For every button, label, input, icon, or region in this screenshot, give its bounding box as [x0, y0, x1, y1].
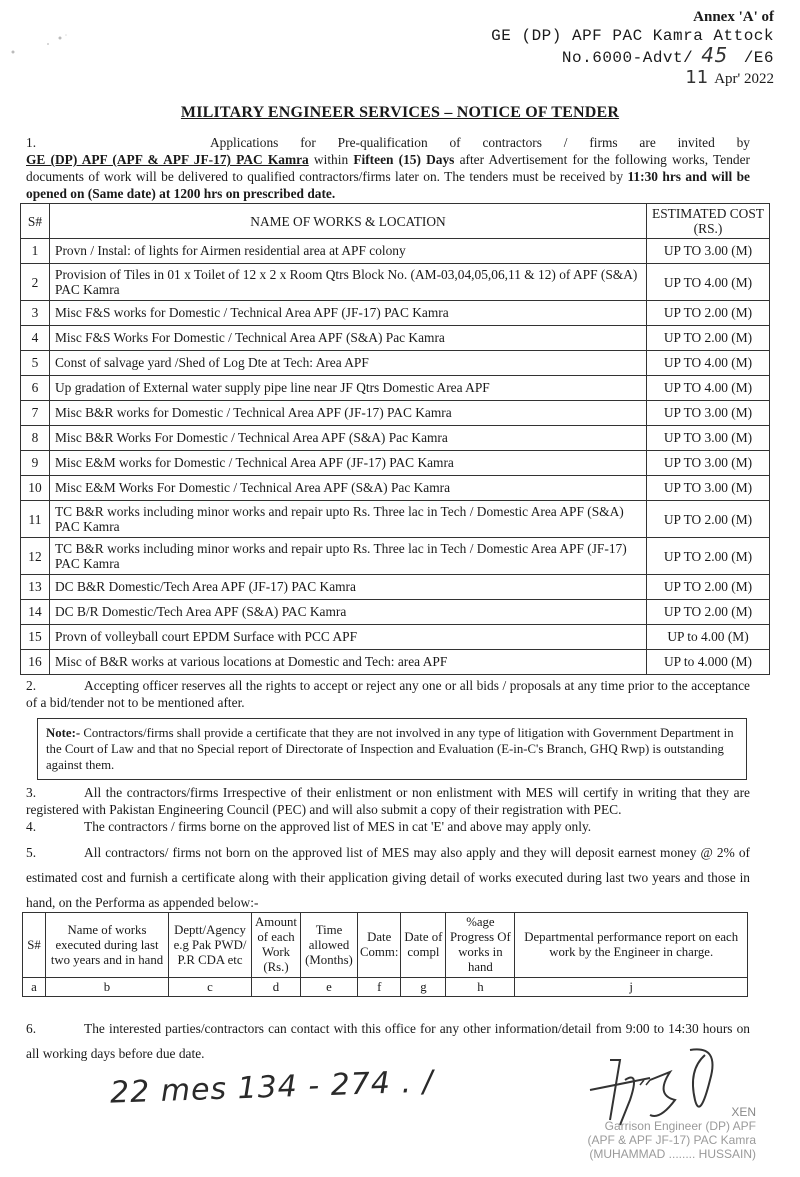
row-work-name: DC B/R Domestic/Tech Area APF (S&A) PAC Kamra — [50, 600, 647, 625]
paragraph-1: 1. Applications for Pre-qualification of contractors / firms are invited by GE (DP) APF (APF & APF JF-17) PAC Kamra within Fifteen (15) Days after Advertisement for the following works, Tender documents of work will be delivered to qualified contractors/firms later on. The tenders must be received by 11:30 hrs and will be opened on (Same date) at 1200 hrs on prescribed date. — [26, 135, 750, 201]
proforma-header-agency: Deptt/Agency e.g Pak PWD/ P.R CDA etc — [169, 913, 252, 978]
handwritten-note: 22 mes 134 - 274 . / — [109, 1064, 435, 1111]
stamp-line-3: (APF & APF JF-17) PAC Kamra — [587, 1133, 756, 1147]
proforma-key: f — [358, 978, 401, 997]
row-estimated-cost: UP TO 3.00 (M) — [647, 451, 770, 476]
date-printed: Apr' 2022 — [714, 71, 774, 87]
annex-office: GE (DP) APF PAC Kamra Attock — [491, 27, 774, 45]
row-estimated-cost: UP TO 3.00 (M) — [647, 401, 770, 426]
annex-date — [491, 68, 774, 89]
tender-period: Fifteen (15) Days — [353, 152, 455, 167]
proforma-header-date-comm: Date Comm: — [358, 913, 401, 978]
header-name: NAME OF WORKS & LOCATION — [50, 204, 647, 239]
annex-header — [491, 8, 774, 89]
row-work-name: Misc B&R works for Domestic / Technical Area APF (JF-17) PAC Kamra — [50, 401, 647, 426]
table-row — [21, 301, 770, 326]
row-sn: 9 — [21, 451, 50, 476]
stamp-line-4: (MUHAMMAD ........ HUSSAIN) — [589, 1147, 756, 1161]
row-estimated-cost: UP TO 3.00 (M) — [647, 239, 770, 264]
table-row — [21, 401, 770, 426]
header-sn: S# — [21, 204, 50, 239]
table-row — [21, 575, 770, 600]
works-table-header — [21, 204, 770, 239]
table-row — [21, 264, 770, 301]
row-sn: 2 — [21, 264, 50, 301]
paragraph-6: 6. The interested parties/contractors can contact with this office for any other information/detail from 9:00 to 14:30 hours on all working days before due date. — [26, 1021, 750, 1061]
ref-handwritten-number: 45 — [701, 43, 728, 67]
ref-suffix: /E6 — [743, 49, 774, 67]
row-estimated-cost: UP TO 2.00 (M) — [647, 575, 770, 600]
table-row — [21, 501, 770, 538]
date-handwritten-day: 11 — [685, 67, 709, 88]
row-sn: 11 — [21, 501, 50, 538]
page-title: MILITARY ENGINEER SERVICES – NOTICE OF TENDER — [180, 104, 620, 121]
note-text: Contractors/firms shall provide a certificate that they are not involved in any type of litigation with Government Department in the Court of Law and that no Special report of Directorate of Inspection and Evaluation (E-in-C's Branch, GHQ Rwp) is outstanding against them. — [46, 726, 734, 772]
proforma-header-date-compl: Date of compl — [401, 913, 446, 978]
stamp-line-1: XEN — [731, 1105, 756, 1119]
proforma-header-works: Name of works executed during last two years and in hand — [46, 913, 169, 978]
row-work-name: Misc F&S Works For Domestic / Technical Area APF (S&A) Pac Kamra — [50, 326, 647, 351]
proforma-header-amount: Amount of each Work (Rs.) — [252, 913, 301, 978]
row-estimated-cost: UP TO 2.00 (M) — [647, 600, 770, 625]
stamp-line-2: Garrison Engineer (DP) APF — [604, 1119, 756, 1133]
proforma-table — [22, 912, 748, 997]
row-work-name: Provn of volleyball court EPDM Surface with PCC APF — [50, 625, 647, 650]
note-box — [37, 718, 747, 780]
table-row — [21, 376, 770, 401]
row-sn: 6 — [21, 376, 50, 401]
row-work-name: Provn / Instal: of lights for Airmen residential area at APF colony — [50, 239, 647, 264]
row-work-name: Provision of Tiles in 01 x Toilet of 12 x 2 x Room Qtrs Block No. (AM-03,04,05,06,11 & 12) of APF (S&A) PAC Kamra — [50, 264, 647, 301]
row-sn: 16 — [21, 650, 50, 675]
row-sn: 10 — [21, 476, 50, 501]
row-sn: 12 — [21, 538, 50, 575]
proforma-key-row — [23, 978, 748, 997]
table-row — [21, 625, 770, 650]
row-estimated-cost: UP TO 2.00 (M) — [647, 501, 770, 538]
row-sn: 3 — [21, 301, 50, 326]
table-row — [21, 476, 770, 501]
table-row — [21, 600, 770, 625]
officer-stamp — [588, 1105, 756, 1161]
scan-specks — [8, 25, 68, 55]
proforma-key: b — [46, 978, 169, 997]
proforma-key: a — [23, 978, 46, 997]
row-sn: 1 — [21, 239, 50, 264]
proforma-key: j — [515, 978, 748, 997]
row-work-name: Misc E&M works for Domestic / Technical Area APF (JF-17) PAC Kamra — [50, 451, 647, 476]
table-row — [21, 326, 770, 351]
row-estimated-cost: UP TO 2.00 (M) — [647, 301, 770, 326]
row-estimated-cost: UP TO 3.00 (M) — [647, 426, 770, 451]
office-name: GE (DP) APF (APF & APF JF-17) PAC Kamra — [26, 152, 309, 167]
proforma-key: g — [401, 978, 446, 997]
row-estimated-cost: UP TO 2.00 (M) — [647, 538, 770, 575]
annex-title: Annex 'A' of — [693, 9, 774, 25]
row-work-name: Misc E&M Works For Domestic / Technical Area APF (S&A) Pac Kamra — [50, 476, 647, 501]
works-table — [20, 203, 770, 675]
proforma-key: d — [252, 978, 301, 997]
paragraph-4: 4. The contractors / firms borne on the approved list of MES in cat 'E' and above may apply only. — [26, 819, 592, 834]
proforma-key: e — [301, 978, 358, 997]
tender-deadline: 11:30 hrs and will be opened on (Same date) at 1200 hrs on prescribed date. — [26, 169, 750, 201]
table-row — [21, 426, 770, 451]
proforma-header-time: Time allowed (Months) — [301, 913, 358, 978]
row-sn: 15 — [21, 625, 50, 650]
row-estimated-cost: UP to 4.000 (M) — [647, 650, 770, 675]
proforma-key: h — [446, 978, 515, 997]
row-sn: 8 — [21, 426, 50, 451]
table-row — [21, 650, 770, 675]
row-work-name: Misc B&R Works For Domestic / Technical Area APF (S&A) Pac Kamra — [50, 426, 647, 451]
proforma-header-progress: %age Progress Of works in hand — [446, 913, 515, 978]
row-work-name: Const of salvage yard /Shed of Log Dte at Tech: Area APF — [50, 351, 647, 376]
row-sn: 4 — [21, 326, 50, 351]
row-work-name: Up gradation of External water supply pipe line near JF Qtrs Domestic Area APF — [50, 376, 647, 401]
header-cost: ESTIMATED COST (RS.) — [647, 204, 770, 239]
paragraph-3: 3. All the contractors/firms Irrespective of their enlistment or non enlistment with MES will certify in writing that they are registered with Pakistan Engineering Council (PEC) and will also submit a copy of their registration with PEC. — [26, 785, 750, 817]
note-label: Note:- — [46, 726, 81, 740]
row-sn: 14 — [21, 600, 50, 625]
row-estimated-cost: UP TO 4.00 (M) — [647, 264, 770, 301]
row-estimated-cost: UP to 4.00 (M) — [647, 625, 770, 650]
row-estimated-cost: UP TO 2.00 (M) — [647, 326, 770, 351]
row-sn: 13 — [21, 575, 50, 600]
row-sn: 5 — [21, 351, 50, 376]
row-estimated-cost: UP TO 3.00 (M) — [647, 476, 770, 501]
proforma-header — [23, 913, 748, 978]
row-work-name: Misc of B&R works at various locations at Domestic and Tech: area APF — [50, 650, 647, 675]
ref-prefix: No.6000-Advt/ — [561, 49, 694, 67]
paragraph-2: 2. Accepting officer reserves all the rights to accept or reject any one or all bids / proposals at any time prior to the acceptance of a bid/tender not to be mentioned after. — [26, 678, 750, 710]
proforma-key: c — [169, 978, 252, 997]
table-row — [21, 538, 770, 575]
proforma-header-sn: S# — [23, 913, 46, 978]
proforma-header-performance: Departmental performance report on each work by the Engineer in charge. — [515, 913, 748, 978]
row-sn: 7 — [21, 401, 50, 426]
row-work-name: Misc F&S works for Domestic / Technical Area APF (JF-17) PAC Kamra — [50, 301, 647, 326]
annex-reference — [491, 43, 774, 68]
paragraph-1-lead: 1. Applications for Pre-qualification of contractors / firms are invited by — [26, 135, 750, 150]
row-work-name: TC B&R works including minor works and repair upto Rs. Three lac in Tech / Domestic Area APF (JF-17) PAC Kamra — [50, 538, 647, 575]
table-row — [21, 451, 770, 476]
row-estimated-cost: UP TO 4.00 (M) — [647, 376, 770, 401]
row-estimated-cost: UP TO 4.00 (M) — [647, 351, 770, 376]
paragraph-5: 5. All contractors/ firms not born on the approved list of MES may also apply and they will deposit earnest money @ 2% of estimated cost and furnish a certificate along with their application giving detail of works executed during last two years and those in hand, on the Performa as appended below:- — [26, 845, 750, 910]
row-work-name: DC B&R Domestic/Tech Area APF (JF-17) PAC Kamra — [50, 575, 647, 600]
row-work-name: TC B&R works including minor works and repair upto Rs. Three lac in Tech / Domestic Area APF (S&A) PAC Kamra — [50, 501, 647, 538]
table-row — [21, 239, 770, 264]
table-row — [21, 351, 770, 376]
